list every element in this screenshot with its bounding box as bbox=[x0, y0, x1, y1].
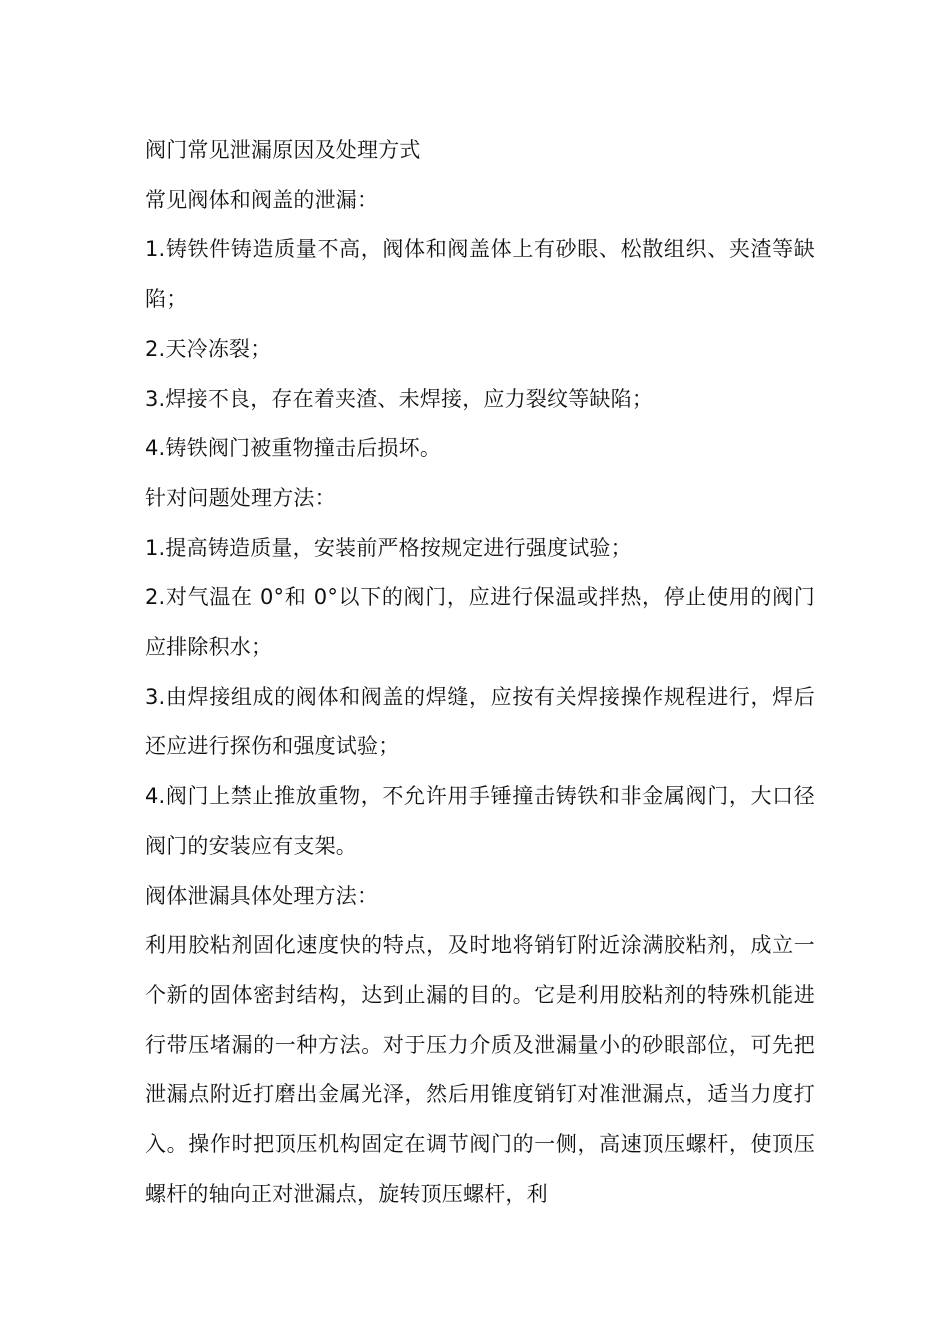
section-heading-leak-causes: 常见阀体和阀盖的泄漏： bbox=[145, 187, 379, 212]
remedy-item: 3.由焊接组成的阀体和阀盖的焊缝，应按有关焊接操作规程进行，焊后还应进行探伤和强度试验； bbox=[145, 684, 815, 759]
body-paragraph: 利用胶粘剂固化速度快的特点，及时地将销钉附近涂满胶粘剂，成立一个新的固体密封结构，达到止漏的目的。它是利用胶粘剂的特殊机能进行带压堵漏的一种方法。对于压力介质及泄漏量小的砂眼部位，可先把泄漏点附近打磨出金属光泽，然后用锥度销钉对准泄漏点，适当力度打入。操作时把顶压机构固定在调节阀门的一侧，高速顶压螺杆，使顶压螺杆的轴向正对泄漏点，旋转顶压螺杆，利 bbox=[145, 933, 815, 1206]
document-body bbox=[145, 126, 815, 1219]
section-heading-remedies: 针对问题处理方法： bbox=[145, 485, 336, 510]
cause-item: 1.铸铁件铸造质量不高，阀体和阀盖体上有砂眼、松散组织、夹渣等缺陷； bbox=[145, 237, 815, 312]
remedy-item: 4.阀门上禁止推放重物，不允许用手锤撞击铸铁和非金属阀门，大口径阀门的安装应有支架。 bbox=[145, 784, 815, 858]
section-heading-specific-method: 阀体泄漏具体处理方法： bbox=[145, 883, 379, 908]
remedy-item: 1.提高铸造质量，安装前严格按规定进行强度试验； bbox=[145, 535, 632, 560]
cause-item: 3.焊接不良，存在着夹渣、未焊接，应力裂纹等缺陷； bbox=[145, 386, 654, 411]
cause-item: 4.铸铁阀门被重物撞击后损坏。 bbox=[145, 436, 442, 461]
cause-item: 2.天冷冻裂； bbox=[145, 336, 272, 361]
document-title: 阀门常见泄漏原因及处理方式 bbox=[145, 138, 421, 162]
remedy-item: 2.对气温在 0°和 0°以下的阀门，应进行保温或拌热，停止使用的阀门应排除积水； bbox=[145, 585, 815, 660]
